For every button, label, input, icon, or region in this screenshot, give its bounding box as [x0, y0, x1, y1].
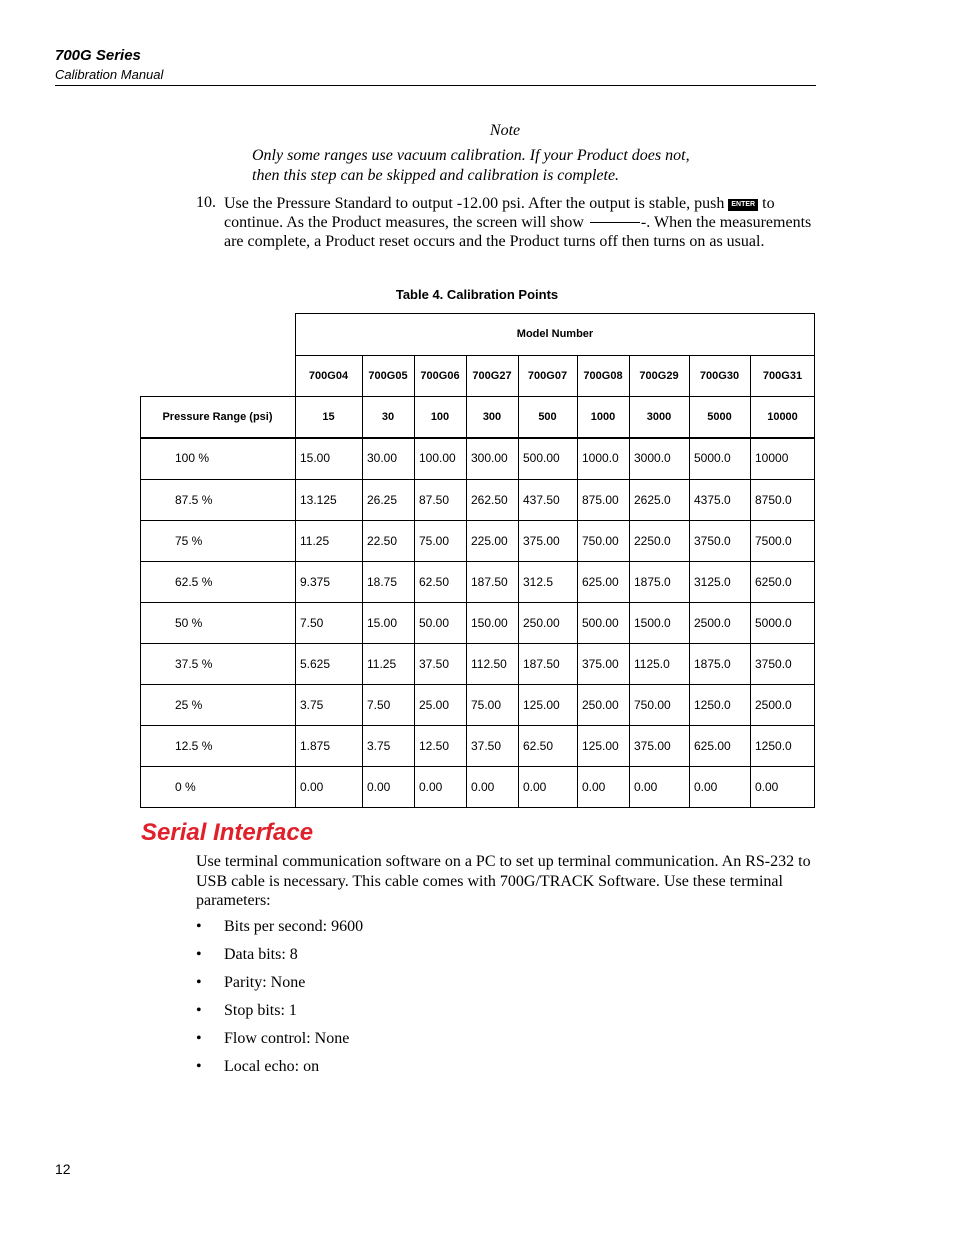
table-cell: 3750.0 [694, 533, 731, 548]
table-cell: 75.00 [471, 697, 502, 712]
table-cell: 250.00 [582, 697, 619, 712]
table-cell: 0.00 [755, 780, 779, 794]
table-header-model: 700G30 [699, 369, 740, 382]
dashes-display-symbol [590, 222, 640, 223]
table-row-header-label: Pressure Range (psi) [162, 410, 273, 423]
table-cell: 225.00 [471, 533, 508, 548]
table-header-range: 30 [381, 410, 395, 423]
table-cell: 1000.0 [582, 451, 619, 465]
table-border [140, 396, 141, 808]
table-cell: 75.00 [419, 533, 450, 548]
table-cell: 875.00 [582, 492, 619, 507]
table-cell: 62.50 [419, 574, 450, 589]
section-title: Serial Interface [141, 819, 314, 846]
note-text [252, 146, 752, 186]
table-header-model: 700G31 [762, 369, 803, 382]
table-header-range: 5000 [707, 410, 732, 423]
table-header-range: 15 [322, 410, 335, 423]
table-border [295, 313, 815, 314]
calibration-points-table [140, 313, 815, 808]
table-cell: 4375.0 [694, 492, 731, 507]
table-cell: 500.00 [582, 615, 619, 630]
table-cell: 750.00 [634, 697, 671, 712]
table-cell: 0.00 [694, 780, 718, 794]
table-border [750, 355, 751, 808]
table-cell: 7500.0 [755, 533, 792, 548]
table-cell: 15.00 [367, 615, 398, 630]
table-cell: 2250.0 [634, 533, 671, 548]
table-cell: 6250.0 [755, 574, 792, 589]
table-cell: 13.125 [300, 492, 337, 507]
table-header-model: 700G05 [368, 369, 408, 382]
table-cell: 87.50 [419, 492, 450, 507]
table-cell: 500.00 [523, 451, 560, 465]
list-item-text: Local echo: on [224, 1058, 320, 1075]
step-number: 10. [196, 194, 216, 211]
table-border [140, 520, 815, 521]
note-line-1: Only some ranges use vacuum calibration. If your Product does not, [252, 147, 690, 164]
table-row-label: 62.5 % [175, 574, 213, 589]
bullet-symbol: • [196, 1058, 202, 1075]
list-item-text: Stop bits: 1 [224, 1002, 297, 1019]
table-cell: 100.00 [419, 451, 456, 465]
table-cell: 37.50 [419, 656, 450, 671]
table-cell: 187.50 [523, 656, 560, 671]
table-cell: 0.00 [419, 780, 443, 794]
table-cell: 3.75 [300, 697, 324, 712]
list-item-text: Data bits: 8 [224, 946, 298, 963]
table-cell: 150.00 [471, 615, 508, 630]
table-cell: 22.50 [367, 533, 398, 548]
table-header-range: 1000 [590, 410, 616, 423]
table-header-model: 700G07 [527, 369, 568, 382]
bullet-symbol: • [196, 1030, 202, 1047]
table-header-model: 700G08 [583, 369, 623, 382]
table-cell: 625.00 [582, 574, 619, 589]
table-border [629, 355, 630, 808]
table-cell: 0.00 [523, 780, 547, 794]
table-cell: 18.75 [367, 574, 398, 589]
page-number: 12 [55, 1161, 71, 1177]
table-cell: 26.25 [367, 492, 398, 507]
table-cell: 625.00 [694, 738, 731, 753]
table-row-label: 50 % [175, 615, 203, 630]
table-cell: 1250.0 [755, 738, 792, 753]
table-cell: 2500.0 [694, 615, 731, 630]
table-cell: 375.00 [523, 533, 560, 548]
table-cell: 5.625 [300, 656, 331, 671]
table-row-label: 100 % [175, 451, 210, 465]
table-border [295, 355, 815, 356]
table-cell: 37.50 [471, 738, 502, 753]
table-cell: 3125.0 [694, 574, 731, 589]
table-cell: 5000.0 [755, 615, 792, 630]
table-border [140, 602, 815, 603]
table-border [140, 479, 815, 480]
table-header-model: 700G27 [472, 369, 512, 382]
table-header-range: 300 [482, 410, 502, 423]
table-cell: 1.875 [300, 738, 331, 753]
table-border [140, 684, 815, 685]
step-text-part-2: to continue. As the Product measures, the screen will show [224, 195, 775, 231]
list-item-text: Flow control: None [224, 1030, 350, 1047]
step-text [224, 194, 816, 251]
table-cell: 187.50 [471, 574, 508, 589]
note-title: Note [489, 122, 521, 139]
table-cell: 7.50 [367, 697, 391, 712]
table-border [466, 355, 467, 808]
table-cell: 3750.0 [755, 656, 792, 671]
note-line-2: then this step can be skipped and calibration is complete. [252, 167, 620, 184]
running-header-subtitle: Calibration Manual [55, 67, 164, 82]
table-row-label: 75 % [175, 533, 203, 548]
table-cell: 112.50 [471, 656, 507, 671]
table-header-range: 100 [430, 410, 450, 423]
bullet-symbol: • [196, 1002, 202, 1019]
table-row-label: 0 % [175, 780, 196, 794]
table-cell: 262.50 [471, 492, 508, 507]
table-border [140, 643, 815, 644]
table-cell: 11.25 [300, 533, 330, 548]
table-row-label: 12.5 % [175, 738, 213, 753]
table-cell: 0.00 [367, 780, 391, 794]
table-cell: 1875.0 [634, 574, 671, 589]
table-border [689, 355, 690, 808]
table-cell: 437.50 [523, 492, 560, 507]
header-rule [55, 85, 816, 86]
table-cell: 3000.0 [634, 451, 671, 465]
table-cell: 125.00 [523, 697, 560, 712]
table-row-label: 25 % [175, 697, 203, 712]
table-cell: 15.00 [300, 451, 331, 465]
table-border [814, 313, 815, 808]
list-item-text: Parity: None [224, 974, 306, 991]
table-cell: 1250.0 [694, 697, 731, 712]
table-cell: 12.50 [419, 738, 450, 753]
table-cell: 1500.0 [634, 615, 671, 630]
table-cell: 9.375 [300, 574, 331, 589]
table-cell: 250.00 [523, 615, 560, 630]
table-border [140, 561, 815, 562]
table-border [295, 313, 296, 808]
table-cell: 0.00 [634, 780, 658, 794]
step-text-part-1: Use the Pressure Standard to output -12.00 psi. After the output is stable, push [224, 195, 725, 212]
table-border [362, 355, 363, 808]
table-cell: 50.00 [419, 615, 450, 630]
table-cell: 0.00 [300, 780, 324, 794]
table-cell: 5000.0 [694, 451, 731, 465]
table-cell: 1125.0 [634, 656, 670, 671]
table-cell: 7.50 [300, 615, 324, 630]
table-caption: Table 4. Calibration Points [395, 287, 559, 302]
table-cell: 375.00 [634, 738, 671, 753]
table-cell: 300.00 [471, 451, 508, 465]
step-text-part-3: -. When the measurements are complete, a Product reset occurs and the Product turns off then turns on as usual. [224, 214, 812, 250]
table-row-label: 87.5 % [175, 492, 213, 507]
table-header-range: 500 [538, 410, 557, 423]
table-cell: 11.25 [367, 656, 397, 671]
table-group-header: Model Number [516, 328, 594, 340]
table-border [414, 355, 415, 808]
table-cell: 2625.0 [634, 492, 671, 507]
table-cell: 312.5 [523, 574, 554, 589]
table-header-range: 10000 [767, 410, 798, 423]
table-header-model: 700G06 [420, 369, 460, 382]
table-cell: 8750.0 [755, 492, 792, 507]
bullet-symbol: • [196, 974, 202, 991]
bullet-symbol: • [196, 918, 202, 935]
table-cell: 62.50 [523, 738, 554, 753]
table-cell: 125.00 [582, 738, 619, 753]
table-cell: 1875.0 [694, 656, 731, 671]
running-header-title: 700G Series [55, 47, 141, 64]
enter-key-icon: ENTER [728, 199, 758, 211]
table-border [140, 807, 815, 808]
table-cell: 30.00 [367, 451, 398, 465]
table-cell: 750.00 [582, 533, 619, 548]
table-cell: 2500.0 [755, 697, 792, 712]
table-cell: 0.00 [471, 780, 495, 794]
table-border [518, 355, 519, 808]
table-header-model: 700G29 [639, 369, 679, 382]
table-cell: 10000 [755, 451, 789, 465]
table-cell: 375.00 [582, 656, 619, 671]
table-cell: 3.75 [367, 738, 391, 753]
table-header-model: 700G04 [308, 369, 349, 382]
list-item-text: Bits per second: 9600 [224, 918, 364, 935]
table-border [140, 396, 815, 397]
bullet-symbol: • [196, 946, 202, 963]
table-cell: 0.00 [582, 780, 606, 794]
table-border [140, 766, 815, 767]
table-border [577, 355, 578, 808]
table-border [140, 725, 815, 726]
table-border [140, 437, 815, 439]
table-cell: 25.00 [419, 697, 450, 712]
table-row-label: 37.5 % [175, 656, 213, 671]
table-header-range: 3000 [646, 410, 672, 423]
section-paragraph: Use terminal communication software on a PC to set up terminal communication. An RS-232 to USB cable is necessary. This cable comes with 700G/TRACK Software. Use these terminal parameters: [196, 853, 811, 909]
